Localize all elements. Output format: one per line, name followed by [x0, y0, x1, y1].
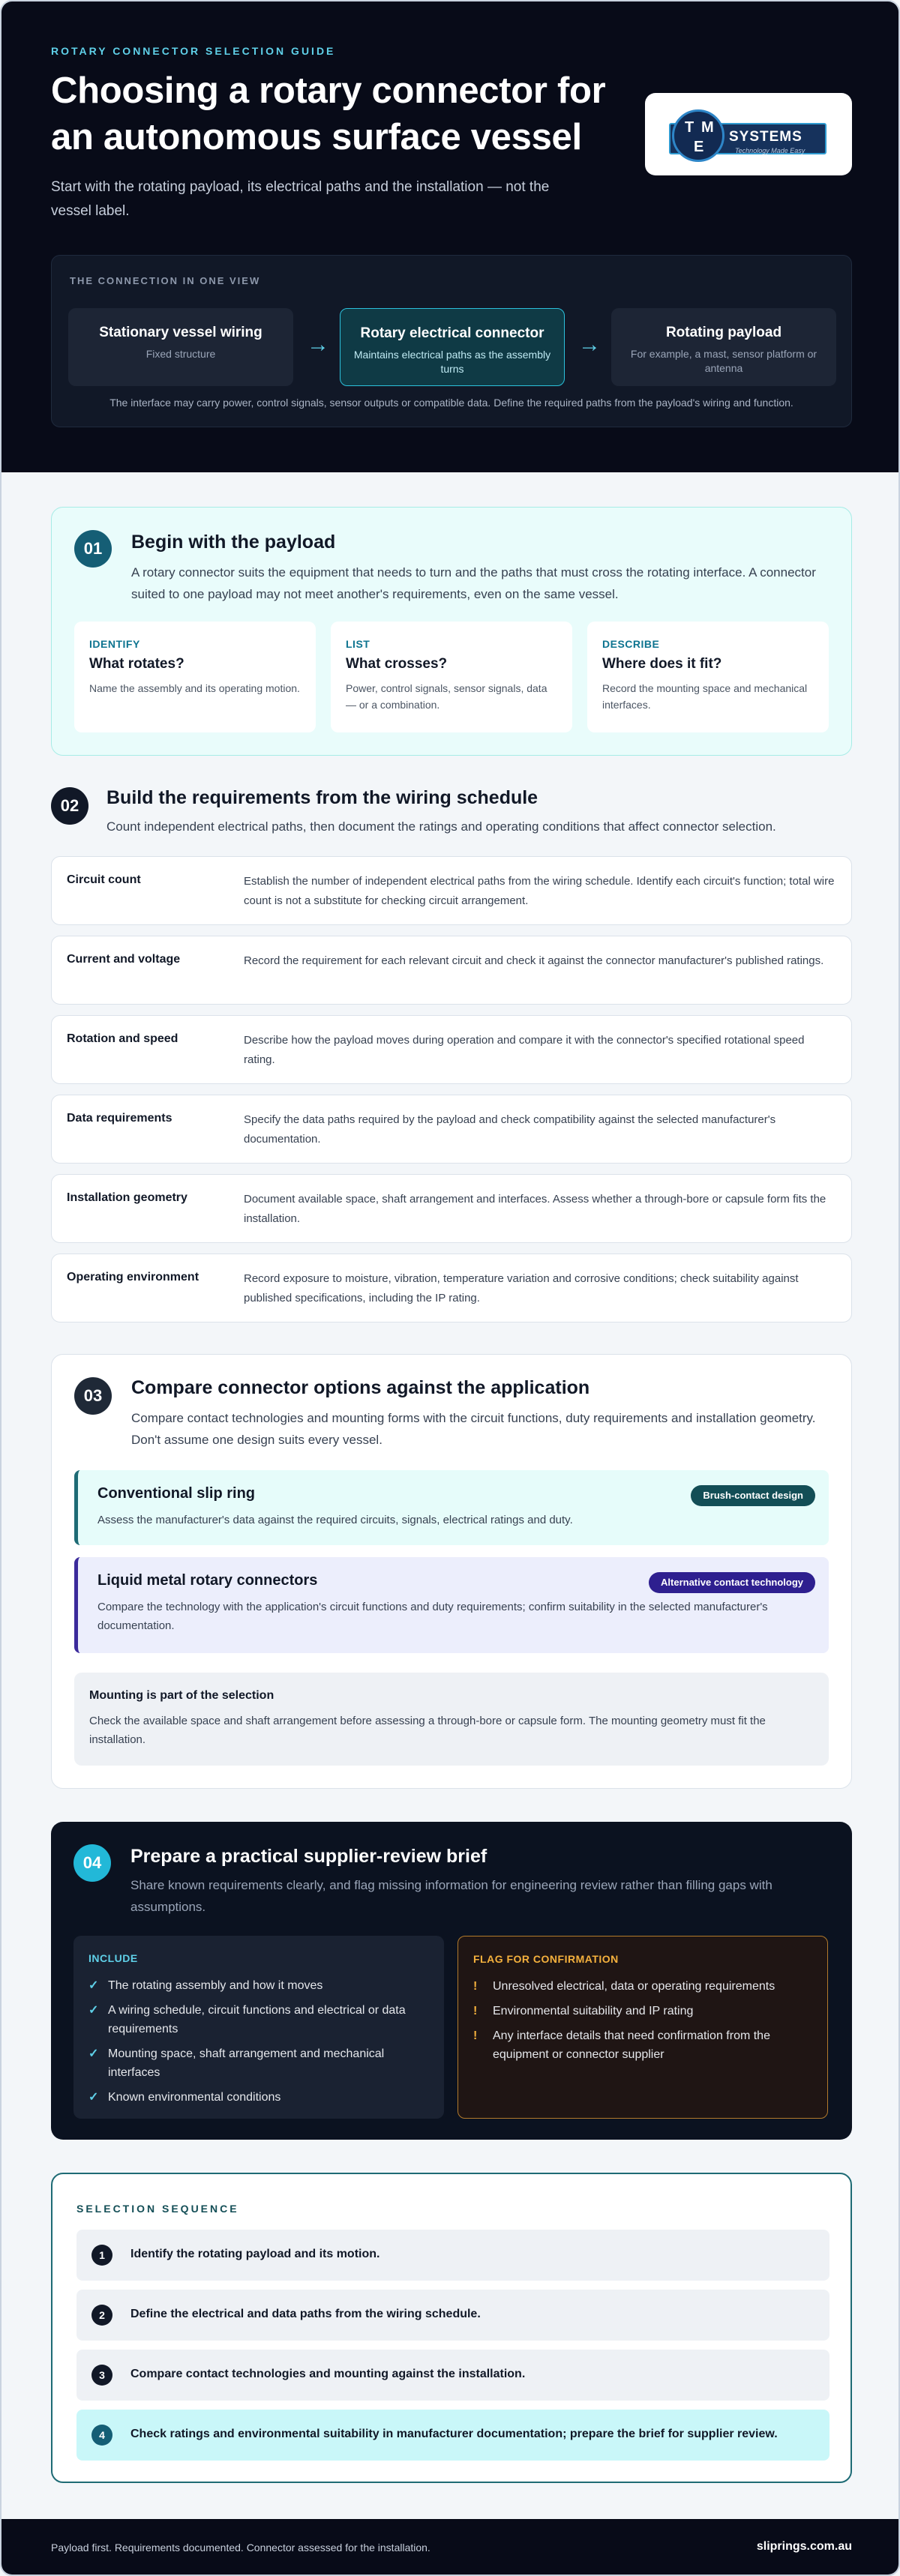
connection-overview	[51, 255, 852, 427]
list-item	[88, 2001, 429, 2038]
step-text: Check ratings and environmental suitability in manufacturer documentation; prepare the brief for supplier review.	[130, 2428, 778, 2440]
include-panel	[74, 1936, 444, 2119]
requirement-row	[51, 1015, 852, 1084]
step-text: Define the electrical and data paths from the wiring schedule.	[130, 2308, 481, 2320]
company-logo	[645, 93, 852, 175]
step-text: Identify the rotating payload and its motion.	[130, 2248, 380, 2260]
sequence-step-highlighted	[76, 2410, 830, 2461]
option-text: Compare the technology with the application's circuit functions and duty requirements; confirm suitability in the selected manufacturer's documentation.	[98, 1601, 768, 1632]
step-title: Prepare a practical supplier-review brief	[130, 1846, 488, 1867]
selection-sequence	[51, 2173, 852, 2483]
list-item	[473, 2026, 812, 2064]
logo-emblem	[672, 109, 724, 162]
logo-letter: M	[701, 119, 714, 136]
rotary-connector-box	[340, 308, 565, 386]
liquid-metal-option	[74, 1557, 829, 1653]
card-text: Name the assembly and its operating motion.	[89, 682, 300, 694]
requirement-name: Installation geometry	[67, 1191, 188, 1204]
exclamation-icon: !	[473, 1980, 478, 1993]
requirement-name: Current and voltage	[67, 953, 181, 966]
list-item	[88, 1976, 429, 1995]
requirement-description: Specify the data paths required by the payload and check compatibility against the selected manufacturer's documentation.	[244, 1113, 776, 1146]
flag-panel	[458, 1936, 828, 2119]
box-subtitle: Fixed structure	[146, 348, 216, 360]
list-item	[88, 2044, 429, 2082]
option-title: Conventional slip ring	[98, 1485, 256, 1502]
card-kicker: LIST	[346, 638, 370, 650]
mounting-note	[74, 1673, 829, 1766]
requirement-description: Record exposure to moisture, vibration, temperature variation and corrosive conditions; check suitability against published specifications, including the IP rating.	[244, 1272, 799, 1304]
step-circle: 2	[92, 2305, 112, 2326]
flag-list	[473, 1977, 812, 2064]
card-title: What crosses?	[346, 656, 448, 672]
list-item	[473, 2002, 812, 2020]
logo-letter: T	[685, 119, 694, 136]
requirement-description: Record the requirement for each relevant circuit and check it against the connector manufacturer's published ratings.	[244, 954, 824, 967]
requirement-row	[51, 1174, 852, 1243]
footer-site-link[interactable]: sliprings.com.au	[756, 2540, 852, 2553]
requirement-description: Establish the number of independent electrical paths from the wiring schedule. Identify each circuit's function; total wire count is not a substitute for checking circuit arrangement.	[244, 875, 835, 907]
step-description: Compare contact technologies and mounting forms with the circuit functions, duty requirements and installation geometry. Don't assume one design suits every vessel.	[131, 1411, 816, 1447]
step-description: Count independent electrical paths, then document the ratings and operating conditions that affect connector selection.	[106, 819, 776, 834]
requirement-description: Describe how the payload moves during operation and compare it with the connector's specified rotational speed rating.	[244, 1034, 805, 1066]
check-icon: ✓	[88, 2004, 99, 2017]
requirement-row	[51, 936, 852, 1005]
card-kicker: IDENTIFY	[89, 638, 140, 650]
hero-section	[2, 1, 898, 472]
step-number: 04	[74, 1844, 111, 1882]
option-badge: Alternative contact technology	[649, 1572, 815, 1593]
box-subtitle: Maintains electrical paths as the assembly turns	[353, 349, 551, 375]
requirement-name: Data requirements	[67, 1112, 172, 1125]
card-text: Power, control signals, sensor signals, data — or a combination.	[346, 682, 548, 711]
step-number: 01	[74, 530, 112, 568]
check-icon: ✓	[88, 2047, 99, 2060]
list-card	[331, 622, 572, 732]
option-title: Liquid metal rotary connectors	[98, 1572, 318, 1589]
arrow-right-icon: →	[578, 332, 601, 357]
overview-note: The interface may carry power, control signals, sensor outputs or compatible data. Define the required paths from the payload's wiring and function.	[110, 397, 794, 409]
item-text: Environmental suitability and IP rating	[493, 2005, 694, 2017]
requirement-name: Circuit count	[67, 873, 141, 886]
mounting-title: Mounting is part of the selection	[89, 1689, 274, 1702]
describe-card	[587, 622, 829, 732]
card-title: What rotates?	[89, 656, 184, 672]
item-text: Any interface details that need confirmation from the equipment or connector supplier	[493, 2029, 770, 2061]
overview-title: THE CONNECTION IN ONE VIEW	[70, 275, 261, 286]
page-title: Choosing a rotary connector for an autonomous surface vessel	[51, 70, 606, 157]
rotating-payload-box	[611, 308, 836, 386]
item-text: A wiring schedule, circuit functions and electrical or data requirements	[108, 2004, 406, 2035]
step-title: Build the requirements from the wiring schedule	[106, 787, 538, 808]
item-text: Unresolved electrical, data or operating requirements	[493, 1980, 776, 1993]
sequence-step	[76, 2230, 830, 2281]
requirement-name: Operating environment	[67, 1271, 200, 1284]
box-subtitle: For example, a mast, sensor platform or antenna	[630, 348, 818, 374]
include-list	[88, 1976, 429, 2107]
flag-title: FLAG FOR CONFIRMATION	[473, 1953, 619, 1965]
step-title: Begin with the payload	[131, 532, 336, 553]
step-text: Compare contact technologies and mounting against the installation.	[130, 2368, 526, 2380]
stationary-wiring-box	[68, 308, 293, 386]
card-title: Where does it fit?	[602, 656, 722, 672]
item-text: Mounting space, shaft arrangement and mechanical interfaces	[108, 2047, 385, 2079]
sequence-step	[76, 2290, 830, 2341]
box-title: Stationary vessel wiring	[99, 325, 262, 340]
footer-tagline: Payload first. Requirements documented. Connector assessed for the installation.	[51, 2542, 430, 2554]
mounting-text: Check the available space and shaft arrangement before assessing a through-bore or capsule form. The mounting geometry must fit the installation.	[89, 1715, 766, 1746]
box-title: Rotating payload	[665, 325, 782, 340]
step-circle: 3	[92, 2365, 112, 2386]
list-item	[88, 2088, 429, 2107]
requirement-row	[51, 1254, 852, 1322]
step-3-card	[51, 1354, 852, 1789]
card-kicker: DESCRIBE	[602, 638, 660, 650]
option-badge: Brush-contact design	[691, 1485, 815, 1506]
step-description: Share known requirements clearly, and flag missing information for engineering review rather than filling gaps with assumptions.	[130, 1878, 772, 1914]
option-text: Assess the manufacturer's data against the required circuits, signals, electrical ratings and duty.	[98, 1514, 573, 1526]
list-item	[473, 1977, 812, 1996]
step-title: Compare connector options against the application	[131, 1377, 590, 1398]
requirement-row	[51, 856, 852, 925]
requirement-description: Document available space, shaft arrangement and interfaces. Assess whether a through-bore or capsule form fits the installation.	[244, 1193, 826, 1225]
logo-tagline: Technology Made Easy	[735, 147, 806, 154]
step-number: 03	[74, 1377, 112, 1415]
guide-eyebrow: ROTARY CONNECTOR SELECTION GUIDE	[51, 45, 336, 57]
arrow-right-icon: →	[307, 332, 329, 357]
logo-letter: E	[694, 139, 704, 155]
step-number: 02	[51, 787, 88, 825]
step-circle: 1	[92, 2245, 112, 2266]
requirement-row	[51, 1095, 852, 1164]
requirement-name: Rotation and speed	[67, 1032, 178, 1045]
step-1-card	[51, 507, 852, 756]
include-title: INCLUDE	[88, 1952, 138, 1964]
box-title: Rotary electrical connector	[360, 325, 544, 341]
card-text: Record the mounting space and mechanical interfaces.	[602, 682, 808, 711]
item-text: Known environmental conditions	[108, 2091, 281, 2104]
step-4-card	[51, 1822, 852, 2140]
check-icon: ✓	[88, 2091, 99, 2104]
step-circle: 4	[92, 2425, 112, 2446]
item-text: The rotating assembly and how it moves	[108, 1979, 323, 1992]
check-icon: ✓	[88, 1979, 99, 1992]
sequence-step	[76, 2350, 830, 2401]
exclamation-icon: !	[473, 2005, 478, 2017]
slip-ring-option	[74, 1470, 829, 1545]
sequence-title: SELECTION SEQUENCE	[76, 2203, 239, 2215]
logo-name: SYSTEMS	[729, 129, 802, 145]
exclamation-icon: !	[473, 2029, 478, 2042]
page-subtitle: Start with the rotating payload, its electrical paths and the installation — not the vessel label.	[51, 179, 550, 219]
step-description: A rotary connector suits the equipment that needs to turn and the paths that must cross the rotating interface. A connector suited to one payload may not meet another's requirements, even on the same vessel.	[131, 565, 816, 601]
footer	[2, 2519, 900, 2576]
identify-card	[74, 622, 316, 732]
